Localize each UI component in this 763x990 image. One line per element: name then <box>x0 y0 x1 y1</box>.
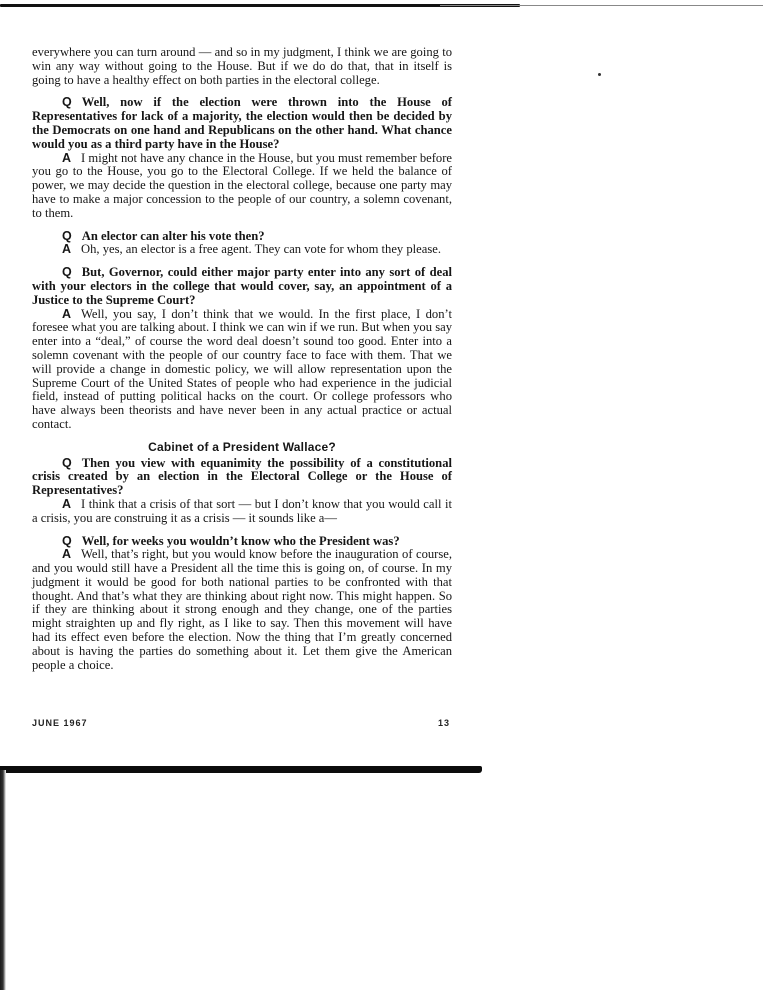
a-marker: A <box>62 496 72 511</box>
question-text: Then you view with equanimity the possibility of a constitutional crisis created by an election in the Electoral College or the House of Representatives? <box>32 455 452 498</box>
answer-continuation: everywhere you can turn around — and so in my judgment, I think we are going to win any way without going to the House. But if we do do that, that in itself is going to have a healthy effect on both parties in the electoral college. <box>32 45 452 87</box>
article-column <box>32 46 452 672</box>
q-marker: Q <box>62 228 72 243</box>
section-heading: Cabinet of a President Wallace? <box>148 439 336 454</box>
footer-date: JUNE 1967 <box>32 718 88 728</box>
a-marker: A <box>62 242 72 257</box>
page-number: 13 <box>437 718 450 728</box>
question-constitutional-crisis <box>32 457 452 498</box>
answer-solemn-covenant <box>32 308 452 432</box>
scan-bottom-edge <box>0 766 482 773</box>
answer-text: Well, you say, I don’t think that we would. In the first place, I don’t foresee what you are talking about. I think we can win if we run. But when you say enter into a “deal,” of course the word deal doesn’t sound too good. Enter into a solemn covenant with the people of our country face to face with them. That we will provide a change in domestic policy, we will allow representation upon the Supreme Court of the United States of people who had experience in the judicial field, instead of putting political hacks on the court. Or college professors who have always been theorists and have never been in any actual practice or actual contact. <box>32 306 452 431</box>
question-text: But, Governor, could either major party enter into any sort of deal with your electors in the college that would cover, say, an appointment of a Justice to the Supreme Court? <box>32 265 452 307</box>
answer-electoral-college <box>32 152 452 221</box>
answer-crisis <box>32 498 452 526</box>
answer-text: Oh, yes, an elector is a free agent. They can vote for whom they please. <box>81 242 441 257</box>
question-text: Well, now if the election were thrown into the House of Representatives for lack of a majority, the election would then be decided by the Democrats on one hand and Republicans on the other hand. What chance would you as a third party have in the House? <box>32 95 452 151</box>
answer-text: I might not have any chance in the House, but you must remember before you go to the House, you go to the Electoral College. If we held the balance of power, we may decide the question in the electoral college, because one party may have to make a major concession to the people of our country, a solemn covenant, to them. <box>32 150 452 220</box>
a-marker: A <box>62 547 72 562</box>
q-marker: Q <box>62 533 72 548</box>
question-text: An elector can alter his vote then? <box>81 228 265 243</box>
answer-text: Well, that’s right, but you would know before the inauguration of course, and you would still have a President all the time this is going on, of course. In my judgment it would be good for both national parties to be confronted with that thought. And that’s what they are thinking about right now. This might happen. So if they are thinking about it strong enough and they change, one of the parties might straighten up and fly right, as I like to say. Then this movement will have had its effect even before the election. Now the thing that I’m greatly concerned about is having the parties do something about it. Let them give the American people a choice. <box>32 547 452 672</box>
q-marker: Q <box>62 265 72 280</box>
scan-top-edge-faint <box>440 5 763 6</box>
question-supreme-court-deal <box>32 266 452 307</box>
a-marker: A <box>62 306 72 321</box>
answer-text: I think that a crisis of that sort — but I don’t know that you would call it a crisis, you are construing it as a crisis — it sounds like a— <box>32 496 452 525</box>
q-marker: Q <box>62 455 72 470</box>
answer-free-agent <box>32 243 452 257</box>
scan-speck <box>598 73 601 76</box>
question-elector-vote <box>32 230 452 244</box>
question-house-of-representatives <box>32 96 452 151</box>
question-who-president <box>32 535 452 549</box>
scan-left-shadow <box>0 770 6 990</box>
q-marker: Q <box>62 95 72 110</box>
question-text: Well, for weeks you wouldn’t know who the President was? <box>81 533 400 548</box>
answer-inauguration <box>32 548 452 672</box>
a-marker: A <box>62 150 72 165</box>
